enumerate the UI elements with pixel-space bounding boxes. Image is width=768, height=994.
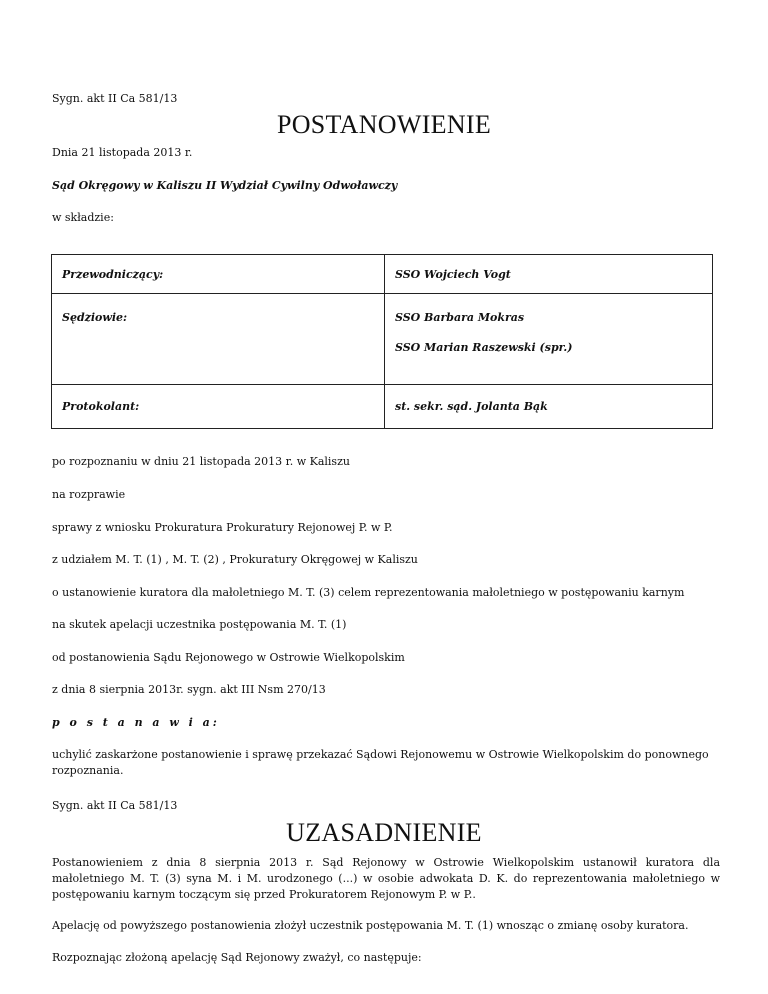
body-line: z dnia 8 sierpnia 2013r. sygn. akt III Nsm 270/13 [52,683,326,696]
clerk-label: Protokolant: [52,385,385,429]
body-line: sprawy z wniosku Prokuratura Prokuratury Rejonowej P. w P. [52,521,393,534]
body-line: z udziałem M. T. (1) , M. T. (2) , Prokuratury Okręgowej w Kaliszu [52,553,418,566]
justification-paragraph: Rozpoznając złożoną apelację Sąd Rejonowy zważył, co następuje: [52,951,422,964]
composition-label: w składzie: [52,211,114,224]
judges-names [385,294,713,385]
body-line: na skutek apelacji uczestnika postępowania M. T. (1) [52,618,347,631]
judge-2: SSO Marian Raszewski (spr.) [395,341,573,354]
clerk-name: st. sekr. sąd. Jolanta Bąk [385,385,713,429]
date-line: Dnia 21 listopada 2013 r. [52,146,193,159]
chair-name: SSO Wojciech Vogt [385,255,713,294]
decision-text: uchylić zaskarżone postanowienie i sprawę przekazać Sądowi Rejonowemu w Ostrowie Wielkopolskim do ponownego rozpoznania. [52,748,709,777]
body-line: od postanowienia Sądu Rejonowego w Ostrowie Wielkopolskim [52,651,405,664]
second-case-signature: Sygn. akt II Ca 581/13 [52,799,178,812]
table-row [52,255,713,294]
justification-title: UZASADNIENIE [286,818,482,847]
judges-label [52,294,385,385]
decides-label: p o s t a n a w i a: [52,716,220,729]
table-row [52,294,713,385]
document-title: POSTANOWIENIE [276,110,492,139]
body-line: po rozpoznaniu w dniu 21 listopada 2013 r. w Kaliszu [52,455,350,468]
body-line: na rozprawie [52,488,126,501]
judges-label-text: Sędziowie: [62,311,128,324]
justification-paragraph: Apelację od powyższego postanowienia złożył uczestnik postępowania M. T. (1) wnosząc o zmianę osoby kuratora. [52,919,689,932]
body-line: o ustanowienie kuratora dla małoletniego M. T. (3) celem reprezentowania małoletniego w postępowaniu karnym [52,586,685,599]
chair-label: Przewodniczący: [52,255,385,294]
court-name: Sąd Okręgowy w Kaliszu II Wydział Cywilny Odwoławczy [52,179,398,192]
composition-table [51,254,713,429]
justification-paragraph: Postanowieniem z dnia 8 sierpnia 2013 r. Sąd Rejonowy w Ostrowie Wielkopolskim ustanowił kuratora dla małoletniego M. T. (3) syna M. i M. urodzonego (...) w osobie adwokata D. K. do reprezentowania małoletniego w postępowaniu karnym toczącym się przed Prokuratorem Rejonowym P. w P.. [52,856,720,901]
case-signature: Sygn. akt II Ca 581/13 [52,92,178,105]
judge-1: SSO Barbara Mokras [395,311,525,324]
table-row [52,385,713,429]
